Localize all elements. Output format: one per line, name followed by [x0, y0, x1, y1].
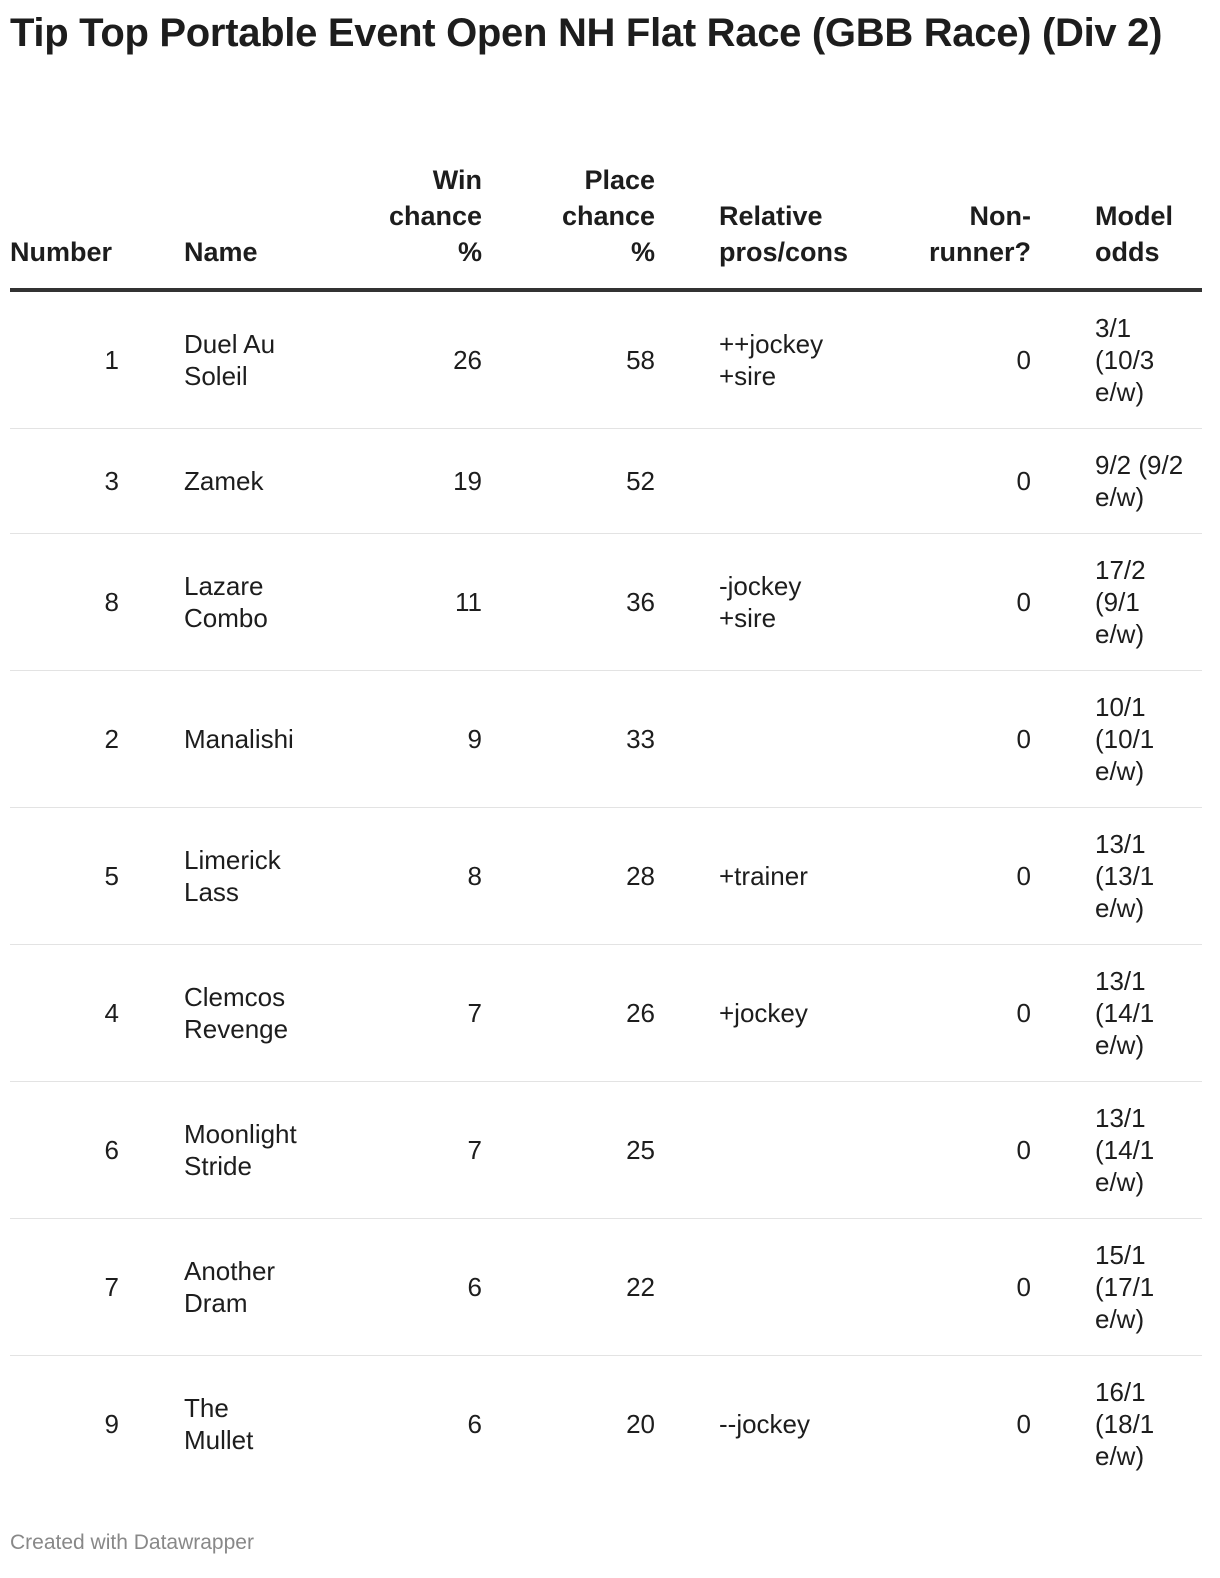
header-non-runner[interactable]: Non- runner? — [863, 162, 1031, 290]
cell-pros-cons: -jockey +sire — [655, 534, 863, 671]
table-row — [10, 1356, 1202, 1493]
cell-win-chance: 7 — [360, 1082, 482, 1219]
cell-pros-cons — [655, 671, 863, 808]
cell-pros-cons: +trainer — [655, 808, 863, 945]
cell-win-chance: 26 — [360, 290, 482, 429]
cell-name: Manalishi — [184, 671, 360, 808]
table-row — [10, 1219, 1202, 1356]
cell-place-chance: 52 — [482, 429, 655, 534]
cell-number: 9 — [104, 1409, 119, 1439]
cell-win-chance: 19 — [360, 429, 482, 534]
table-header-row — [10, 162, 1202, 290]
cell-name: Clemcos Revenge — [184, 945, 360, 1082]
cell-place-chance: 58 — [482, 290, 655, 429]
cell-model-odds: 17/2 (9/1 e/w) — [1031, 534, 1202, 671]
cell-win-chance: 9 — [360, 671, 482, 808]
cell-model-odds: 13/1 (13/1 e/w) — [1031, 808, 1202, 945]
header-name[interactable]: Name — [184, 162, 360, 290]
cell-pros-cons — [655, 1082, 863, 1219]
header-place-chance[interactable]: Place chance % — [482, 162, 655, 290]
cell-model-odds: 13/1 (14/1 e/w) — [1031, 1082, 1202, 1219]
cell-pros-cons: ++jockey +sire — [655, 290, 863, 429]
cell-name: Zamek — [184, 429, 360, 534]
cell-name: Lazare Combo — [184, 534, 360, 671]
cell-non-runner: 0 — [863, 808, 1031, 945]
cell-model-odds: 15/1 (17/1 e/w) — [1031, 1219, 1202, 1356]
cell-name: Limerick Lass — [184, 808, 360, 945]
cell-number: 4 — [10, 945, 184, 1082]
cell-pros-cons: +jockey — [655, 945, 863, 1082]
cell-number: 6 — [10, 1082, 184, 1219]
cell-pros-cons — [655, 1219, 863, 1356]
cell-name: The Mullet — [184, 1393, 254, 1455]
cell-model-odds: 9/2 (9/2 e/w) — [1031, 429, 1202, 534]
cell-win-chance: 8 — [360, 808, 482, 945]
cell-model-odds: 10/1 (10/1 e/w) — [1031, 671, 1202, 808]
cell-place-chance: 22 — [482, 1219, 655, 1356]
cell-win-chance: 7 — [360, 945, 482, 1082]
page-title: Tip Top Portable Event Open NH Flat Race (GBB Race) (Div 2) — [10, 11, 1163, 55]
table-row — [10, 945, 1202, 1082]
table-row — [10, 808, 1202, 945]
cell-model-odds: 16/1 (18/1 e/w) — [1095, 1377, 1155, 1471]
footer-credit: Created with Datawrapper — [10, 1531, 254, 1554]
cell-number: 1 — [10, 290, 184, 429]
header-model-odds[interactable]: Model odds — [1031, 162, 1202, 290]
cell-win-chance: 6 — [467, 1409, 482, 1439]
cell-non-runner: 0 — [863, 1082, 1031, 1219]
cell-pros-cons — [655, 429, 863, 534]
page — [10, 0, 1202, 1471]
table-row — [10, 1082, 1202, 1219]
cell-non-runner: 0 — [863, 534, 1031, 671]
cell-place-chance: 26 — [482, 945, 655, 1082]
cell-number: 2 — [10, 671, 184, 808]
cell-non-runner: 0 — [863, 290, 1031, 429]
cell-win-chance: 11 — [360, 534, 482, 671]
header-pros-cons[interactable]: Relative pros/cons — [655, 162, 863, 290]
cell-number: 7 — [10, 1219, 184, 1356]
cell-name: Duel Au Soleil — [184, 290, 360, 429]
cell-number: 5 — [10, 808, 184, 945]
cell-model-odds: 13/1 (14/1 e/w) — [1031, 945, 1202, 1082]
cell-non-runner: 0 — [863, 945, 1031, 1082]
table-row — [10, 671, 1202, 808]
cell-name: Another Dram — [184, 1219, 360, 1356]
table-row — [10, 534, 1202, 671]
cell-place-chance: 28 — [482, 808, 655, 945]
header-win-chance[interactable]: Win chance % — [360, 162, 482, 290]
cell-win-chance: 6 — [360, 1219, 482, 1356]
cell-place-chance: 33 — [482, 671, 655, 808]
cell-place-chance: 25 — [482, 1082, 655, 1219]
table-row — [10, 290, 1202, 429]
cell-place-chance: 20 — [626, 1409, 655, 1439]
cell-number: 3 — [10, 429, 184, 534]
cell-non-runner: 0 — [1016, 1409, 1031, 1439]
cell-model-odds: 3/1 (10/3 e/w) — [1031, 290, 1202, 429]
cell-number: 8 — [10, 534, 184, 671]
cell-non-runner: 0 — [863, 671, 1031, 808]
table-row — [10, 429, 1202, 534]
cell-non-runner: 0 — [863, 1219, 1031, 1356]
cell-name: Moonlight Stride — [184, 1082, 360, 1219]
cell-pros-cons: --jockey — [719, 1409, 811, 1439]
cell-place-chance: 36 — [482, 534, 655, 671]
header-number[interactable]: Number — [10, 162, 184, 290]
race-table — [10, 162, 1202, 1492]
cell-non-runner: 0 — [863, 429, 1031, 534]
table-body — [10, 290, 1202, 1492]
